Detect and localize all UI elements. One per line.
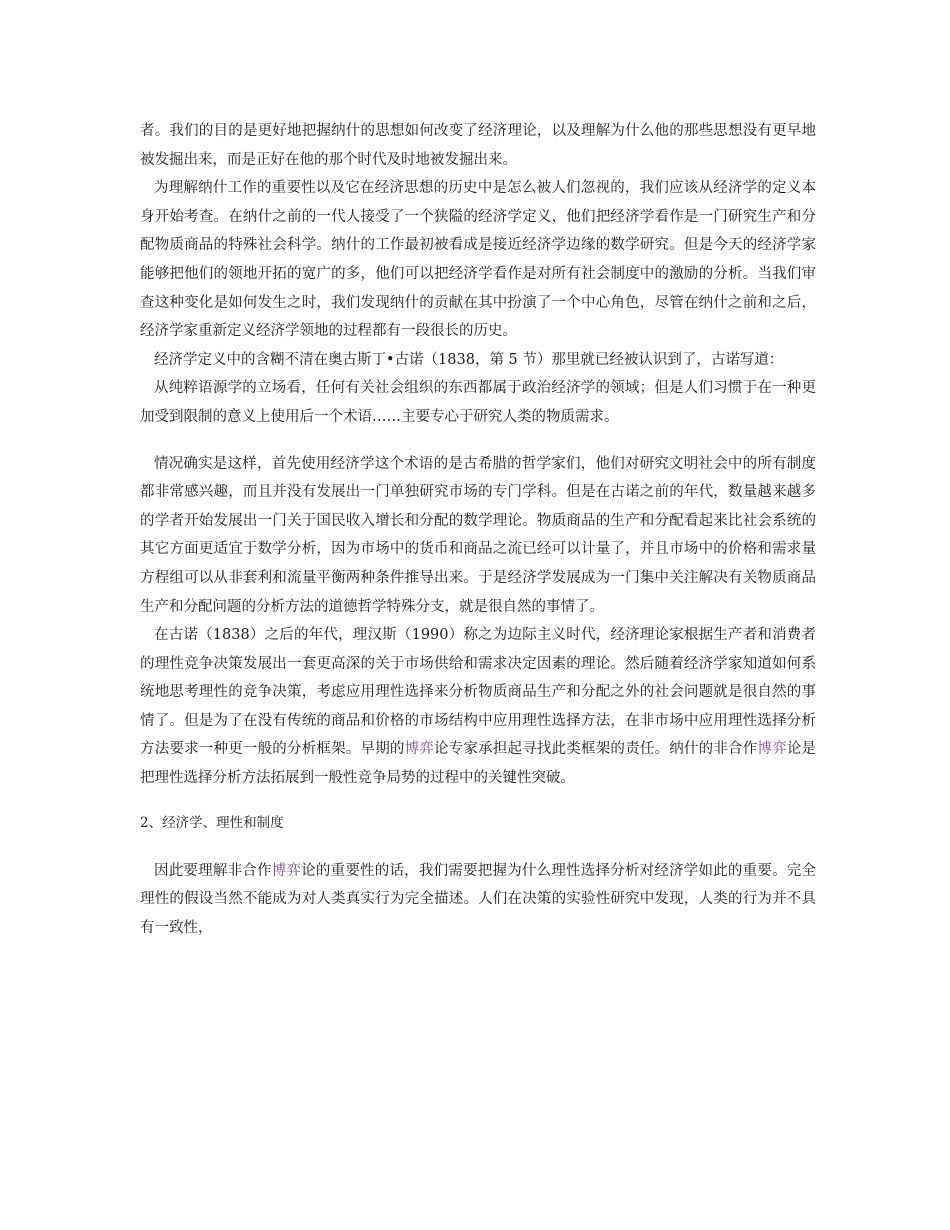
- paragraph-5: 情况确实是这样，首先使用经济学这个术语的是古希腊的哲学家们，他们对研究文明社会中的所有制度都非常感兴趣，而且并没有发展出一门单独研究市场的专门学科。但是在古诺之前的年代，数量越来越多的学者开始发展出一门关于国民收入增长和分配的数学理论。物质商品的生产和分配看起来比社会系统的其它方面更适宜于数学分析，因为市场中的货币和商品之流已经可以计量了，并且市场中的价格和需求量方程组可以从非套利和流量平衡两种条件推导出来。于是经济学发展成为一门集中关注解决有关物质商品生产和分配问题的分析方法的道德哲学特殊分支，就是很自然的事情了。: [140, 455, 816, 615]
- paragraph-3: 经济学定义中的含糊不清在奥古斯丁•古诺（1838，第 5 节）那里就已经被认识到了，古诺写道：: [154, 351, 784, 368]
- paragraph-final-text-1: 因此要理解非合作: [154, 862, 272, 879]
- paragraph-final: [140, 857, 816, 943]
- paragraph-6-text-2: 论专家承担起寻找此类框架的责任。纳什的非合作: [434, 741, 758, 758]
- paragraph-6-text-3: 论是把理性选择分析方法拓展到一般性竞争局势的过程中的关键性突破。: [140, 741, 817, 787]
- keyword-game-theory: 博弈: [757, 741, 787, 758]
- paragraph-1: 者。我们的目的是更好地把握纳什的思想如何改变了经济理论，以及理解为什么他的那些思想没有更早地被发掘出来，而是正好在他的那个时代及时地被发掘出来。: [140, 123, 816, 168]
- paragraph-2: 为理解纳什工作的重要性以及它在经济思想的历史中是怎么被人们忽视的，我们应该从经济学的定义本身开始考查。在纳什之前的一代人接受了一个狭隘的经济学定义，他们把经济学看作是一门研究生产和分配物质商品的特殊社会科学。纳什的工作最初被看成是接近经济学边缘的数学研究。但是今天的经济学家能够把他们的领地开拓的宽广的多，他们可以把经济学看作是对所有社会制度中的激励的分析。当我们审查这种变化是如何发生之时，我们发现纳什的贡献在其中扮演了一个中心角色，尽管在纳什之前和之后，经济学家重新定义经济学领地的过程都有一段很长的历史。: [140, 180, 816, 340]
- section-heading: 2、经济学、理性和制度: [140, 814, 284, 831]
- keyword-game-theory: 博弈: [404, 741, 435, 758]
- paragraph-6: [140, 621, 816, 793]
- document-page: [140, 117, 816, 942]
- keyword-game-theory: 博弈: [271, 862, 302, 879]
- quote-paragraph: 从纯粹语源学的立场看，任何有关社会组织的东西都属于政治经济学的领域；但是人们习惯于在一种更加受到限制的意义上使用后一个术语……主要专心于研究人类的物质需求。: [140, 380, 816, 425]
- paragraph-final-text-2: 论的重要性的话，我们需要把握为什么理性选择分析对经济学如此的重要。完全理性的假设当然不能成为对人类真实行为完全描述。人们在决策的实验性研究中发现，人类的行为并不具有一致性，: [140, 862, 817, 936]
- paragraph-6-text-1: 在古诺（1838）之后的年代，理汉斯（1990）称之为边际主义时代，经济理论家根据生产者和消费者的理性竞争决策发展出一套更高深的关于市场供给和需求决定因素的理论。然后随着经济学家知道如何系统地思考理性的竞争决策，考虑应用理性选择来分析物质商品生产和分配之外的社会问题就是很自然的事情了。但是为了在没有传统的商品和价格的市场结构中应用理性选择方法，在非市场中应用理性选择分析方法要求一种更一般的分析框架。早期的: [140, 627, 816, 758]
